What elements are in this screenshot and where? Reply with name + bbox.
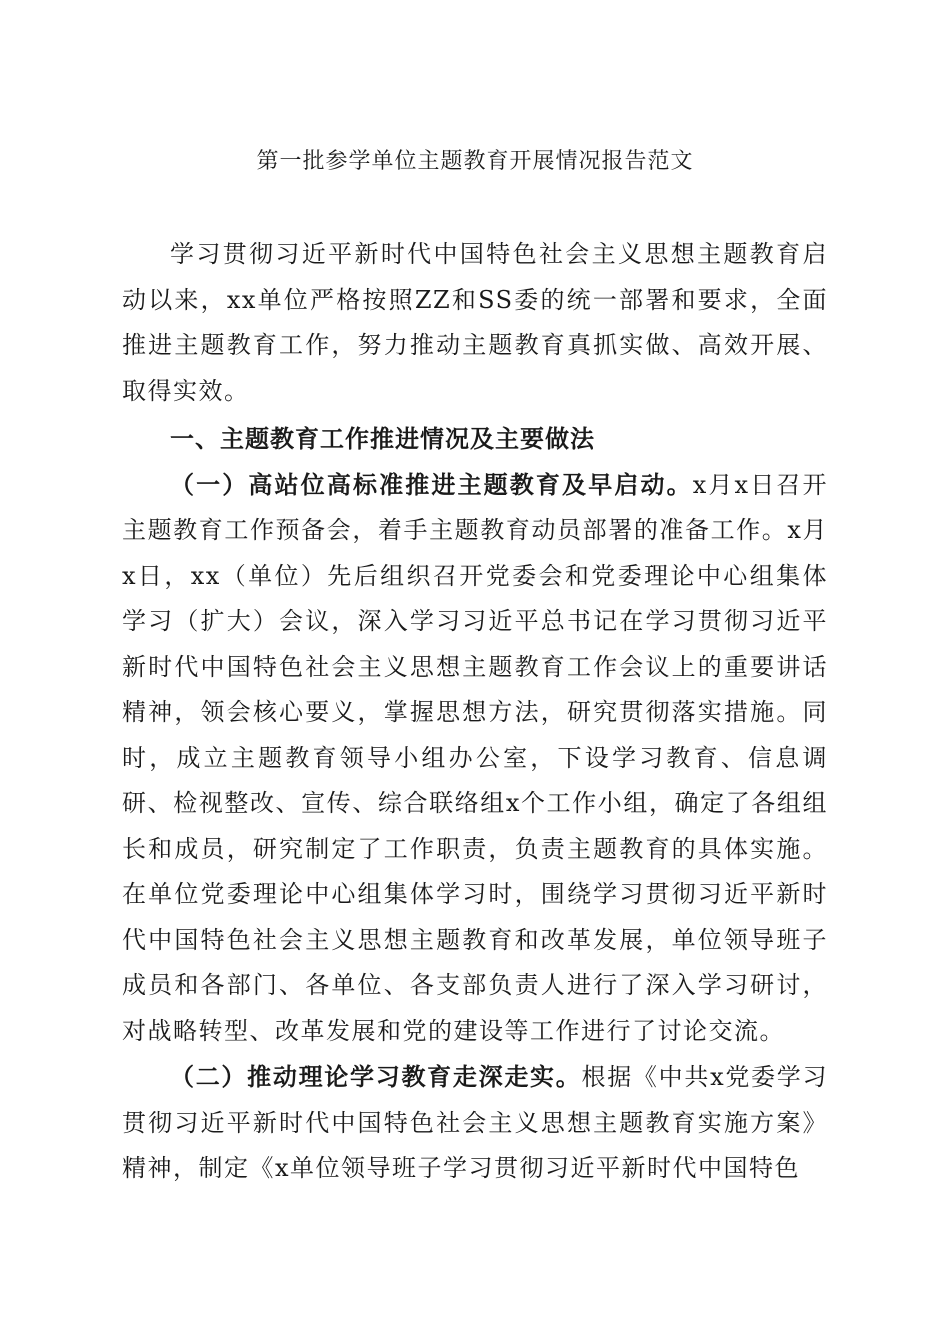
section-heading: 一、主题教育工作推进情况及主要做法 — [170, 424, 595, 453]
item-1-lead: （一）高站位高标准推进主题教育及早启动。 — [170, 469, 693, 499]
document-body — [122, 232, 828, 1192]
item-2-paragraph — [122, 1054, 828, 1192]
item-1-paragraph — [122, 462, 828, 1055]
intro-paragraph: 学习贯彻习近平新时代中国特色社会主义思想主题教育启动以来，xx单位严格按照ZZ和SS委的统一部署和要求，全面推进主题教育工作，努力推动主题教育真抓实做、高效开展、取得实效。 — [122, 240, 828, 405]
item-1-text: x月x日召开主题教育工作预备会，着手主题教育动员部署的准备工作。x月x日，xx（单位）先后组织召开党委会和党委理论中心组集体学习（扩大）会议，深入学习习近平总书记在学习贯彻习近平新时代中国特色社会主义思想主题教育工作会议上的重要讲话精神，领会核心要义，掌握思想方法，研究贯彻落实措施。同时，成立主题教育领导小组办公室，下设学习教育、信息调研、检视整改、宣传、综合联络组x个工作小组，确定了各组组长和成员，研究制定了工作职责，负责主题教育的具体实施。在单位党委理论中心组集体学习时，围绕学习贯彻习近平新时代中国特色社会主义思想主题教育和改革发展，单位领导班子成员和各部门、各单位、各支部负责人进行了深入学习研讨，对战略转型、改革发展和党的建设等工作进行了讨论交流。 — [122, 470, 829, 1045]
document-title: 第一批参学单位主题教育开展情况报告范文 — [256, 149, 694, 174]
item-2-lead: （二）推动理论学习教育走深走实。 — [170, 1062, 582, 1091]
item-2-text: 根据《中共x党委学习贯彻习近平新时代中国特色社会主义思想主题教育实施方案》精神，制定《x单位领导班子学习贯彻习近平新时代中国特色 — [122, 1063, 828, 1182]
